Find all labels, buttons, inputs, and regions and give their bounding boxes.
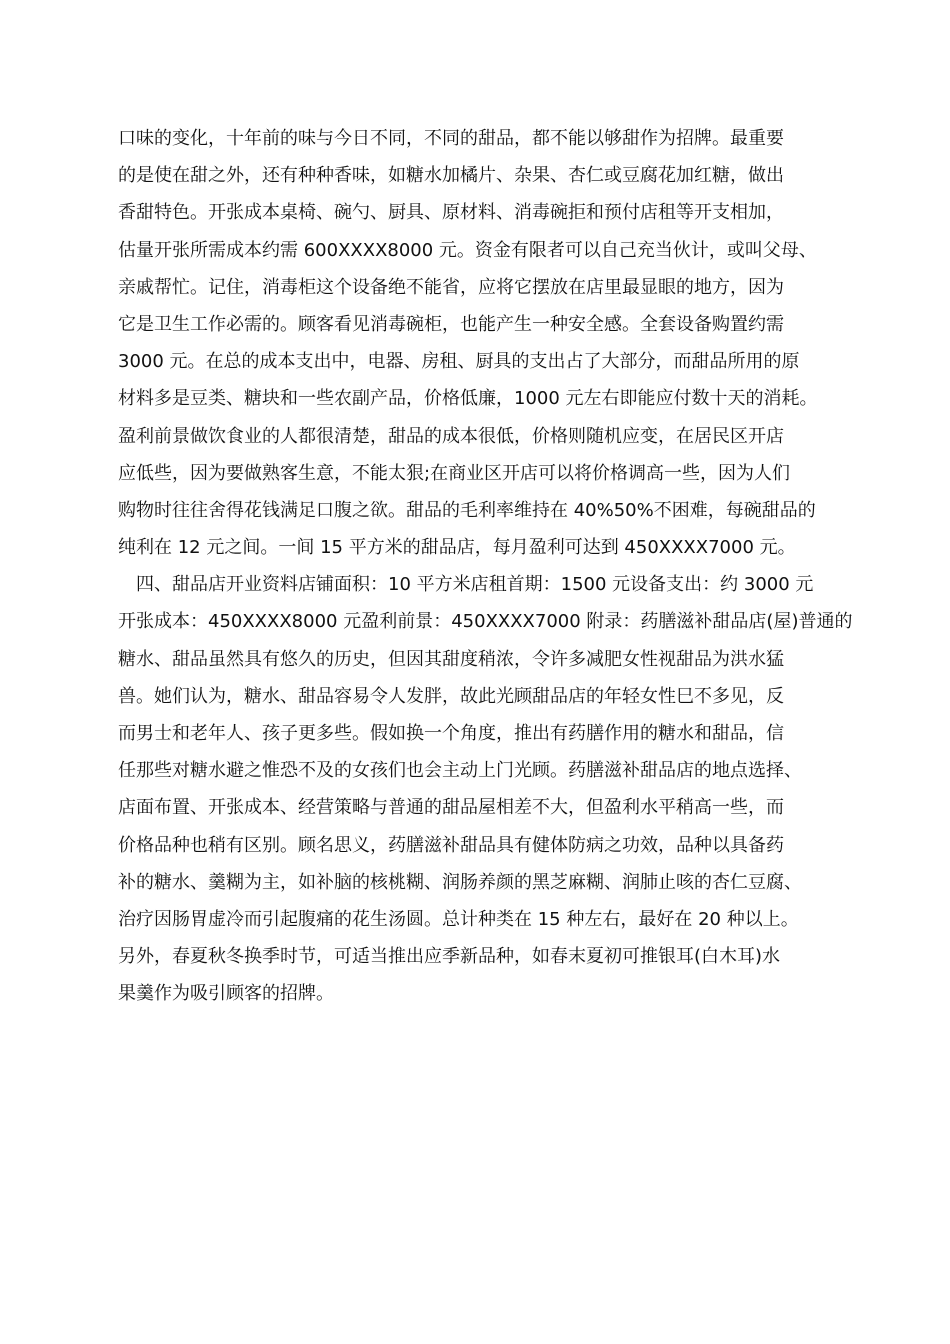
- text-line: 它是卫生工作必需的。顾客看见消毒碗柜，也能产生一种安全感。全套设备购置约需: [118, 313, 784, 335]
- text-line: 糖水、甜品虽然具有悠久的历史，但因其甜度稍浓，令许多减肥女性视甜品为洪水猛: [118, 648, 784, 670]
- text-line: 口味的变化，十年前的味与今日不同，不同的甜品，都不能以够甜作为招牌。最重要: [118, 128, 784, 149]
- text-line: 3000 元。在总的成本支出中，电器、房租、厨具的支出占了大部分，而甜品所用的原: [118, 351, 800, 373]
- text-line: 纯利在 12 元之间。一间 15 平方米的甜品店，每月盈利可达到 450XXXX7000 元。: [118, 537, 796, 559]
- text-line: 任那些对糖水避之惟恐不及的女孩们也会主动上门光顾。药膳滋补甜品店的地点选择、: [118, 760, 802, 782]
- text-line: 兽。她们认为，糖水、甜品容易令人发胖，故此光顾甜品店的年轻女性巳不多见，反: [118, 685, 784, 707]
- text-line: 店面布置、开张成本、经营策略与普通的甜品屋相差不大，但盈利水平稍高一些，而: [118, 797, 784, 819]
- text-line: 果羹作为吸引顾客的招牌。: [118, 983, 334, 1005]
- text-line: 亲戚帮忙。记住，消毒柜这个设备绝不能省，应将它摆放在店里最显眼的地方，因为: [118, 276, 784, 298]
- text-line: 应低些，因为要做熟客生意，不能太狠;在商业区开店可以将价格调高一些，因为人们: [118, 462, 791, 484]
- section-four-first-line: 四、甜品店开业资料店铺面积：10 平方米店租首期：1500 元设备支出：约 3000 元: [136, 574, 814, 596]
- text-line: 香甜特色。开张成本桌椅、碗勺、厨具、原材料、消毒碗拒和预付店租等开支相加，: [118, 202, 784, 224]
- text-line: 盈利前景做饮食业的人都很清楚，甜品的成本很低，价格则随机应变，在居民区开店: [118, 425, 784, 447]
- text-line: 购物时往往舍得花钱满足口腹之欲。甜品的毛利率维持在 40%50%不困难，每碗甜品的: [118, 499, 816, 521]
- text-line: 的是使在甜之外，还有种种香味，如糖水加橘片、杂果、杏仁或豆腐花加红糖，做出: [118, 165, 784, 187]
- body-text: [118, 120, 858, 1013]
- text-line: 治疗因肠胃虚冷而引起腹痛的花生汤圆。总计种类在 15 种左右，最好在 20 种以上。: [118, 908, 799, 930]
- text-line: 价格品种也稍有区别。顾名思义，药膳滋补甜品具有健体防病之功效，品种以具备药: [118, 834, 784, 856]
- text-line: 材料多是豆类、糖块和一些农副产品，价格低廉，1000 元左右即能应付数十天的消耗。: [118, 388, 818, 410]
- text-line: 补的糖水、羹糊为主，如补脑的核桃糊、润肠养颜的黑芝麻糊、润肺止咳的杏仁豆腐、: [118, 871, 802, 893]
- text-line: 另外，春夏秋冬换季时节，可适当推出应季新品种，如春末夏初可推银耳(白木耳)水: [118, 946, 781, 968]
- text-line: 估量开张所需成本约需 600XXXX8000 元。资金有限者可以自己充当伙计，或叫父母、: [118, 239, 817, 261]
- text-line: 开张成本：450XXXX8000 元盈利前景：450XXXX7000 附录：药膳滋补甜品店(屋)普通的: [118, 611, 853, 633]
- text-line: 而男士和老年人、孩子更多些。假如换一个角度，推出有药膳作用的糖水和甜品，信: [118, 723, 784, 744]
